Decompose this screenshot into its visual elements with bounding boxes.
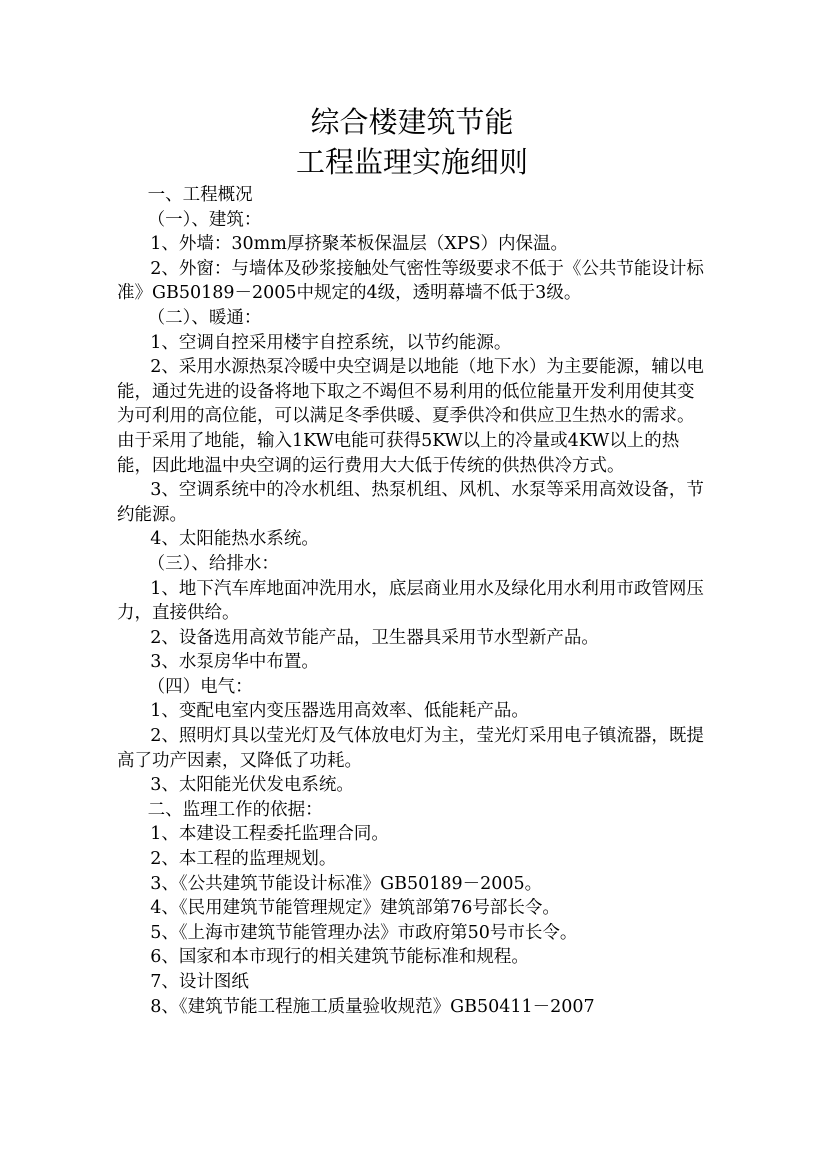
subsection-heading-architecture: （一）、建筑：: [147, 209, 262, 230]
paragraph-efficient-fixtures: 2、设备选用高效节能产品，卫生器具采用节水型新产品。: [150, 627, 599, 648]
basis-item-plan: 2、本工程的监理规划。: [150, 849, 337, 870]
paragraph-garage-water: 1、地下汽车库地面冲洗用水，底层商业用水及绿化用水利用市政管网压力，直接供给。: [117, 578, 704, 624]
basis-item-gb50411: 8、《建筑节能工程施工质量验收规范》GB50411－2007: [150, 996, 595, 1017]
document-page: [117, 103, 707, 1019]
paragraph-hvac-automation: 1、空调自控采用楼宇自控系统，以节约能源。: [150, 332, 512, 353]
paragraph-lighting: 2、照明灯具以莹光灯及气体放电灯为主，莹光灯采用电子镇流器，既提高了功产因素，又降低了功耗。: [117, 726, 704, 771]
paragraph-transformer: 1、变配电室内变压器选用高效率、低能耗产品。: [150, 701, 529, 722]
basis-item-shanghai-order: 5、《上海市建筑节能管理办法》市政府第50号市长令。: [150, 922, 578, 943]
document-title-line-2: 工程监理实施细则: [295, 145, 528, 179]
document-title-line-1: 综合楼建筑节能: [310, 105, 514, 139]
subsection-heading-hvac: （二）、暖通：: [147, 307, 262, 328]
section-heading-basis: 二、监理工作的依据：: [147, 799, 323, 820]
subsection-heading-electrical: （四）电气：: [147, 676, 253, 697]
document-body: [117, 183, 707, 1019]
basis-item-gb50189: 3、《公共建筑节能设计标准》GB50189－2005。: [150, 873, 543, 894]
paragraph-hvac-equipment: 3、空调系统中的冷水机组、热泵机组、风机、水泵等采用高效设备，节约能源。: [117, 480, 704, 525]
section-heading-overview: 一、工程概况: [147, 185, 253, 205]
paragraph-pump-room: 3、水泵房华中布置。: [150, 652, 319, 673]
basis-item-contract: 1、本建设工程委托监理合同。: [150, 824, 389, 845]
paragraph-solar-pv: 3、太阳能光伏发电系统。: [150, 775, 354, 796]
paragraph-water-source-heat-pump: 2、采用水源热泵冷暖中央空调是以地能（地下水）为主要能源，辅以电能，通过先进的设备将地下取之不竭但不易利用的低位能量开发利用使其变为可利用的高位能，可以满足冬季供暖、夏季供冷和供应卫生热水的需求。由于采用了地能，输入1KW电能可获得5KW以上的冷量或4KW以上的热能，因此地温中央空调的运行费用大大低于传统的供热供冷方式。: [117, 357, 704, 476]
basis-item-standards: 6、国家和本市现行的相关建筑节能标准和规程。: [150, 947, 529, 968]
basis-item-drawings: 7、设计图纸: [150, 972, 249, 992]
paragraph-solar-hot-water: 4、太阳能热水系统。: [150, 529, 319, 550]
basis-item-ministry-order: 4、《民用建筑节能管理规定》建筑部第76号部长令。: [150, 898, 560, 919]
paragraph-exterior-window: 2、外窗：与墙体及砂浆接触处气密性等级要求不低于《公共节能设计标准》GB50189－2005中规定的4级，透明幕墙不低于3级。: [117, 258, 704, 304]
paragraph-exterior-wall: 1、外墙：30mm厚挤聚苯板保温层（XPS）内保温。: [150, 234, 569, 255]
subsection-heading-plumbing: （三）、给排水：: [147, 553, 279, 574]
